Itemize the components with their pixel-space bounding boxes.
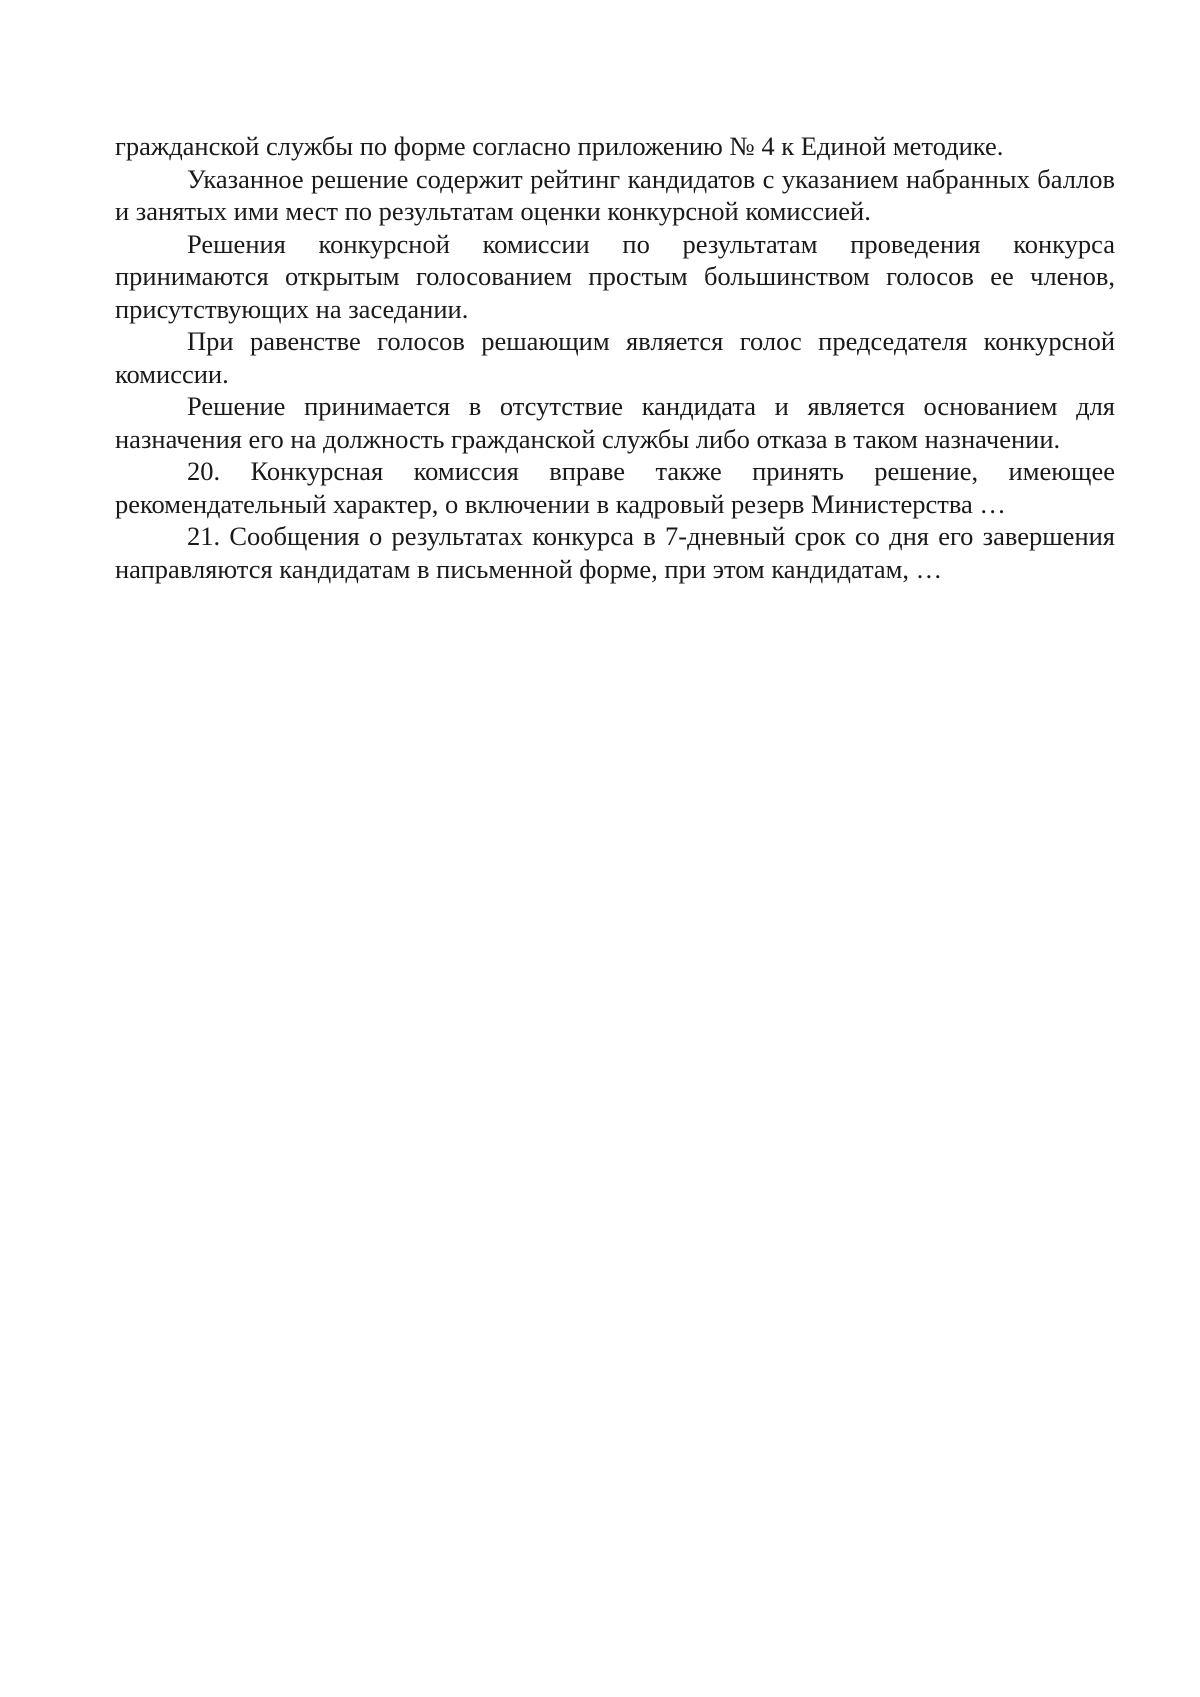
paragraph-continuation: гражданской службы по форме согласно приложению № 4 к Единой методике. — [115, 131, 1004, 161]
paragraph-tie-vote: При равенстве голосов решающим является голос председателя конкурсной комиссии. — [115, 326, 1115, 389]
paragraph-decision: Решение принимается в отсутствие кандидата и является основанием для назначения его на должность гражданской службы либо отказа в таком назначении. — [115, 391, 1115, 454]
paragraph-item-21: 21. Сообщения о результатах конкурса в 7-дневный срок со дня его завершения направляются кандидатам в письменной форме, при этом кандидатам, … — [115, 521, 1115, 584]
paragraph-item-20: 20. Конкурсная комиссия вправе также принять решение, имеющее рекомендательный характер, о включении в кадровый резерв Министерства … — [115, 456, 1115, 519]
paragraph-voting: Решения конкурсной комиссии по результатам проведения конкурса принимаются открытым голосованием простым большинством голосов ее членов, присутствующих на заседании. — [115, 228, 1115, 324]
paragraph-rating: Указанное решение содержит рейтинг кандидатов с указанием набранных баллов и занятых ими мест по результатам оценки конкурсной комиссией. — [115, 163, 1115, 226]
document-page — [115, 130, 1115, 585]
